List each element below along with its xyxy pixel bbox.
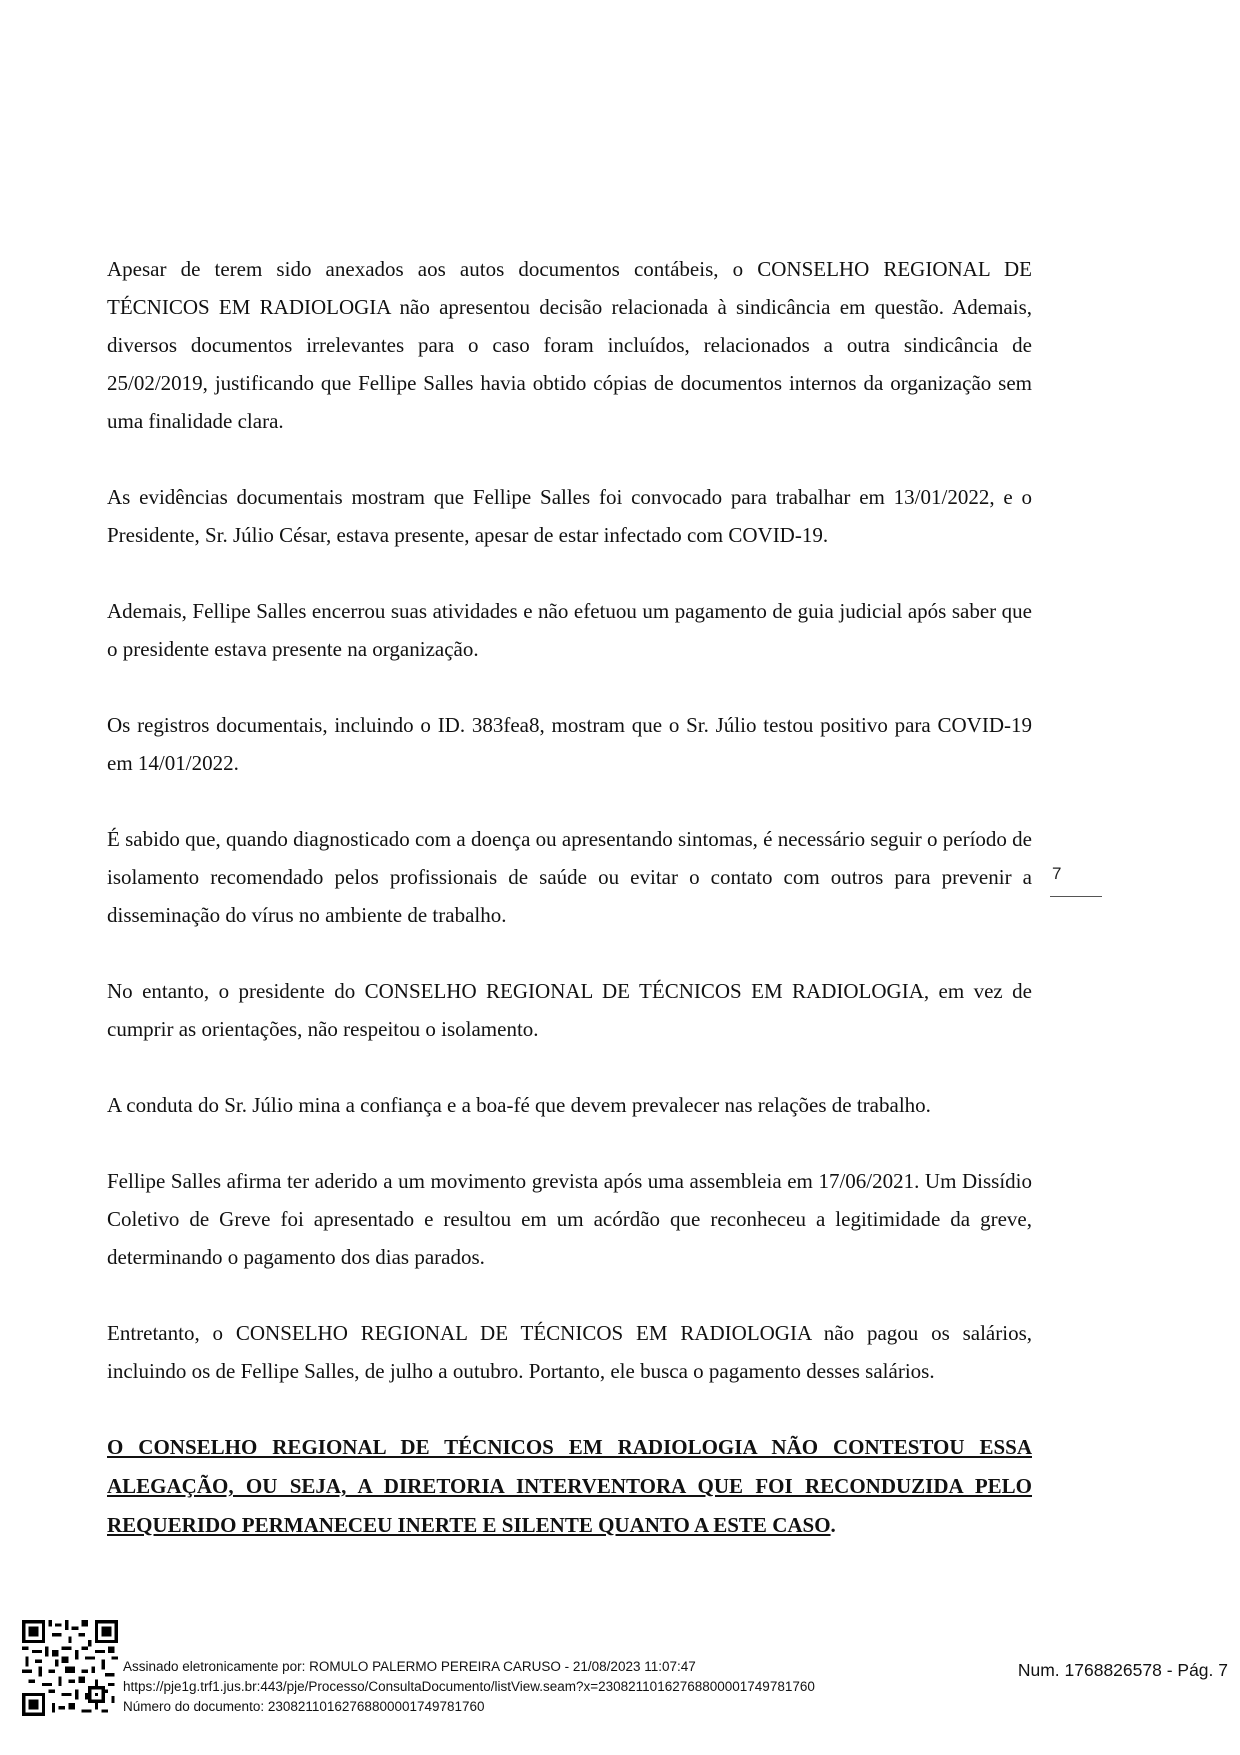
paragraph-2: As evidências documentais mostram que Fellipe Salles foi convocado para trabalhar em 13/01/2022, e o Presidente, Sr. Júlio César, estava presente, apesar de estar infectado com COVID-19. [107, 485, 1032, 547]
paragraph-7: A conduta do Sr. Júlio mina a confiança e a boa-fé que devem prevalecer nas relações de trabalho. [107, 1093, 931, 1117]
document-url[interactable]: https://pje1g.trf1.jus.br:443/pje/Processo/ConsultaDocumento/listView.seam?x=23082110162768800001749781760 [123, 1679, 815, 1694]
signature-block [123, 1657, 815, 1717]
paragraph-5: É sabido que, quando diagnosticado com a doença ou apresentando sintomas, é necessário seguir o período de isolamento recomendado pelos profissionais de saúde ou evitar o contato com outros para prevenir a disseminação do vírus no ambiente de trabalho. [107, 827, 1032, 927]
paragraph-1: Apesar de terem sido anexados aos autos documentos contábeis, o CONSELHO REGIONAL DE TÉCNICOS EM RADIOLOGIA não apresentou decisão relacionada à sindicância em questão. Ademais, diversos documentos irrelevantes para o caso foram incluídos, relacionados a outra sindicância de 25/02/2019, justificando que Fellipe Salles havia obtido cópias de documentos internos da organização sem uma finalidade clara. [107, 257, 1032, 433]
conclusion-period: . [830, 1513, 836, 1537]
document-body [107, 250, 1032, 1583]
margin-page-rule [1050, 896, 1102, 897]
conclusion-text: O CONSELHO REGIONAL DE TÉCNICOS EM RADIOLOGIA NÃO CONTESTOU ESSA ALEGAÇÃO, OU SEJA, A DIRETORIA INTERVENTORA QUE FOI RECONDUZIDA PELO REQUERIDO PERMANECEU INERTE E SILENTE QUANTO A ESTE CASO [107, 1435, 1032, 1537]
paragraph-9: Entretanto, o CONSELHO REGIONAL DE TÉCNICOS EM RADIOLOGIA não pagou os salários, incluindo os de Fellipe Salles, de julho a outubro. Portanto, ele busca o pagamento desses salários. [107, 1321, 1032, 1383]
paragraph-6: No entanto, o presidente do CONSELHO REGIONAL DE TÉCNICOS EM RADIOLOGIA, em vez de cumprir as orientações, não respeitou o isolamento. [107, 979, 1032, 1041]
paragraph-8: Fellipe Salles afirma ter aderido a um movimento grevista após uma assembleia em 17/06/2021. Um Dissídio Coletivo de Greve foi apresentado e resultou em um acórdão que reconheceu a legitimidade da greve, determinando o pagamento dos dias parados. [107, 1169, 1032, 1269]
qr-code-icon [22, 1620, 118, 1716]
page-reference: Num. 1768826578 - Pág. 7 [1017, 1660, 1228, 1680]
signed-by-text: Assinado eletronicamente por: ROMULO PALERMO PEREIRA CARUSO - 21/08/2023 11:07:47 [123, 1659, 696, 1674]
document-number: Número do documento: 23082110162768800001749781760 [123, 1699, 485, 1714]
paragraph-3: Ademais, Fellipe Salles encerrou suas atividades e não efetuou um pagamento de guia judicial após saber que o presidente estava presente na organização. [107, 599, 1032, 661]
paragraph-4: Os registros documentais, incluindo o ID. 383fea8, mostram que o Sr. Júlio testou positivo para COVID-19 em 14/01/2022. [107, 713, 1032, 775]
margin-page-number: 7 [1052, 864, 1062, 883]
conclusion-paragraph [107, 1428, 1032, 1545]
